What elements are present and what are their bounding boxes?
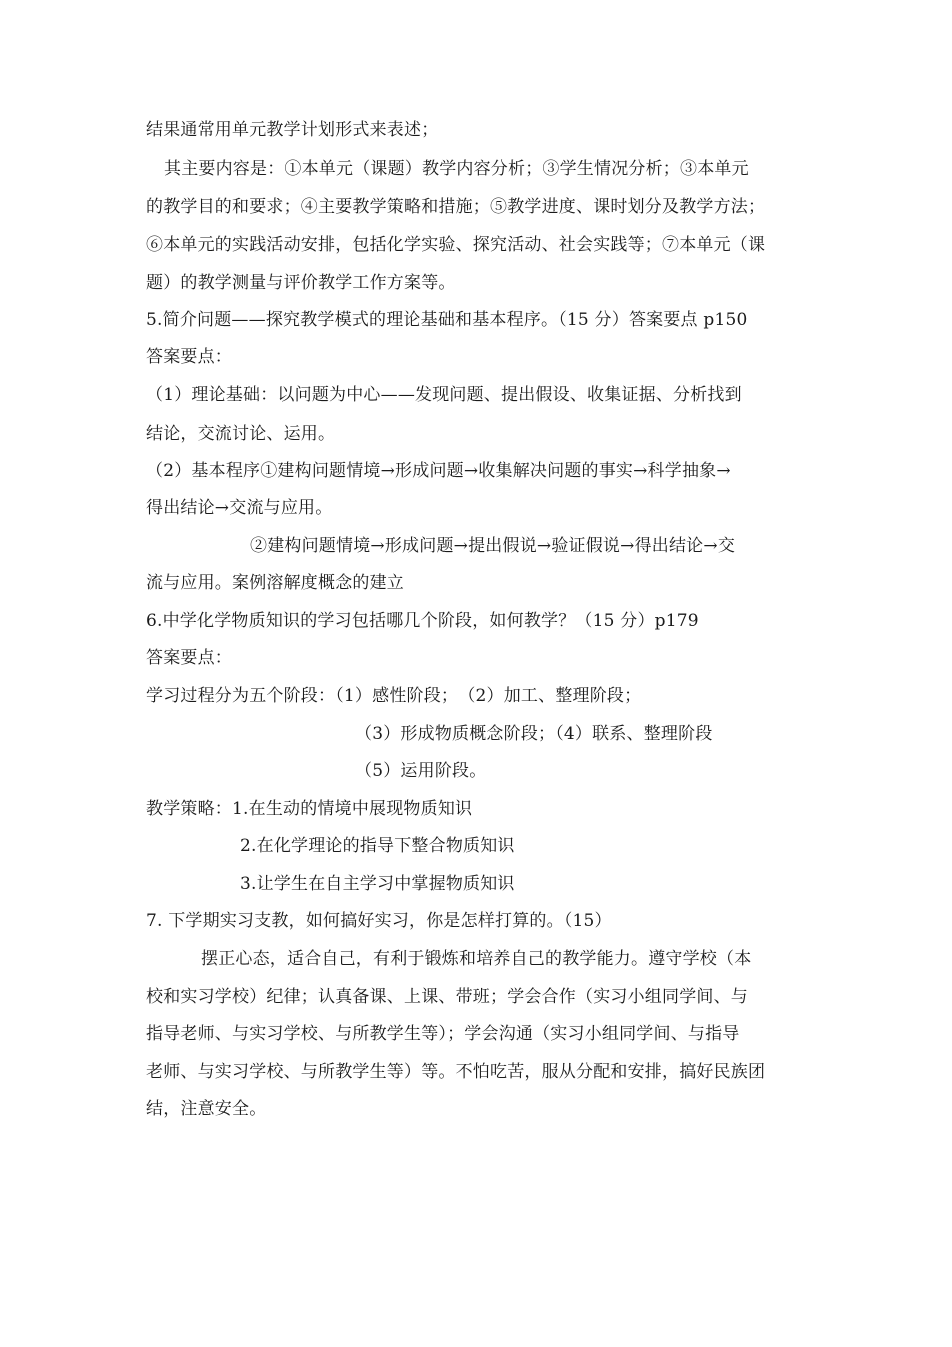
text-line: （2）基本程序①建构问题情境→形成问题→收集解决问题的事实→科学抽象→	[146, 461, 731, 481]
text-line: 结论，交流讨论、运用。	[146, 424, 336, 444]
question-heading: 5.简介问题——探究教学模式的理论基础和基本程序。（15 分）答案要点 p150	[146, 310, 748, 330]
text-line: （1）理论基础：以问题为中心——发现问题、提出假设、收集证据、分析找到	[146, 385, 742, 405]
text-line: 摆正心态，适合自己，有利于锻炼和培养自己的教学能力。遵守学校（本	[201, 949, 752, 969]
text-line: 教学策略：1.在生动的情境中展现物质知识	[146, 799, 473, 819]
text-line: （3）形成物质概念阶段；（4）联系、整理阶段	[355, 724, 713, 744]
text-line: 2.在化学理论的指导下整合物质知识	[240, 836, 515, 856]
text-line: 指导老师、与实习学校、与所教学生等）；学会沟通（实习小组同学间、与指导	[146, 1024, 740, 1044]
text-line: 的教学目的和要求；④主要教学策略和措施；⑤教学进度、课时划分及教学方法；	[146, 197, 766, 217]
text-line: 结果通常用单元教学计划形式来表述；	[146, 120, 439, 140]
text-line: 题）的教学测量与评价教学工作方案等。	[146, 273, 456, 293]
text-line: 3.让学生在自主学习中掌握物质知识	[240, 874, 515, 894]
text-line: 结，注意安全。	[146, 1099, 267, 1119]
text-line: 流与应用。案例溶解度概念的建立	[146, 573, 404, 593]
text-line: 其主要内容是：①本单元（课题）教学内容分析；③学生情况分析；③本单元	[164, 159, 749, 179]
question-heading: 6.中学化学物质知识的学习包括哪几个阶段，如何教学？（15 分）p179	[146, 611, 699, 631]
text-line: ⑥本单元的实践活动安排，包括化学实验、探究活动、社会实践等；⑦本单元（课	[146, 235, 766, 255]
text-line: 校和实习学校）纪律；认真备课、上课、带班；学会合作（实习小组同学间、与	[146, 987, 748, 1007]
text-line: 学习过程分为五个阶段：（1）感性阶段； （2）加工、整理阶段；	[146, 686, 642, 706]
question-heading: 7. 下学期实习支教，如何搞好实习，你是怎样打算的。（15）	[146, 911, 612, 931]
text-line: 答案要点：	[146, 347, 232, 367]
text-line: 老师、与实习学校、与所教学生等）等。不怕吃苦，服从分配和安排，搞好民族团	[146, 1062, 766, 1082]
text-line: 答案要点：	[146, 648, 232, 668]
text-line: 得出结论→交流与应用。	[146, 498, 333, 518]
text-line: （5）运用阶段。	[355, 761, 487, 781]
text-line: ②建构问题情境→形成问题→提出假说→验证假说→得出结论→交	[250, 536, 736, 556]
